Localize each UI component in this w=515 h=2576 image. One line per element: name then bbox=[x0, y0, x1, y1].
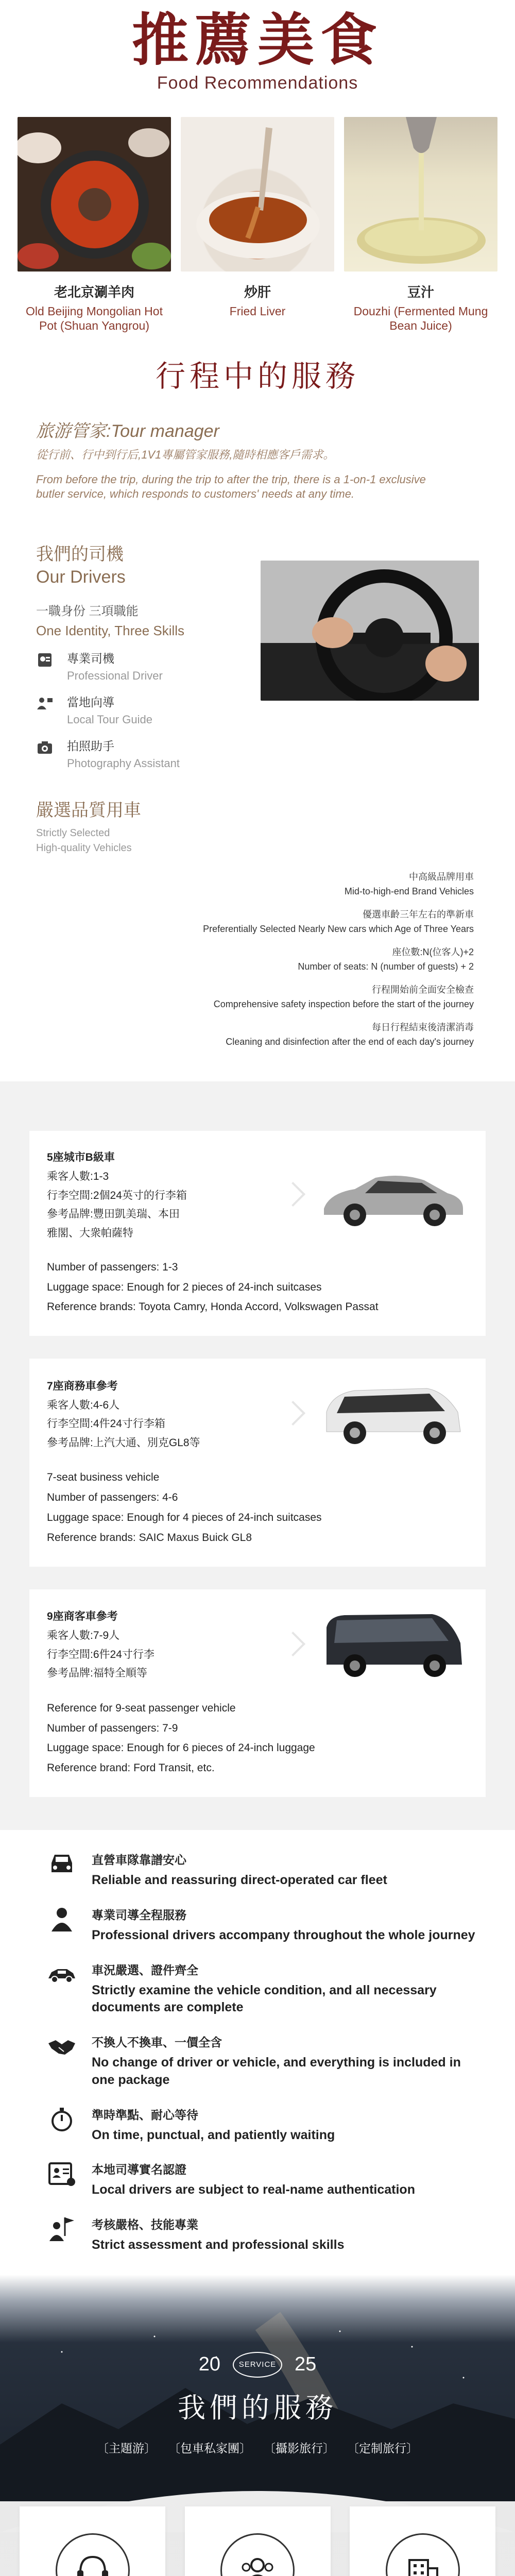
food-name-en: Fried Liver bbox=[229, 304, 286, 318]
food-name-en: Douzhi (Fermented Mung Bean Juice) bbox=[353, 304, 488, 333]
tour-manager-desc-en: From before the trip, during the trip to after the trip, there is a 1-on-1 exclusive butler service, which responds to customers' needs at any time. bbox=[36, 473, 426, 500]
tag-photo-trip[interactable]: 〔攝影旅行〕 bbox=[264, 2441, 335, 2455]
group-icon bbox=[237, 2550, 278, 2576]
feature-en: Strictly examine the vehicle condition, and all necessary documents are complete bbox=[92, 1982, 437, 2015]
feature-en: Local drivers are subject to real-name authentication bbox=[92, 2182, 415, 2197]
drivers-title-cn: 我們的司機 bbox=[36, 545, 124, 564]
food-name-en: Old Beijing Mongolian Hot Pot (Shuan Yangrou) bbox=[26, 304, 163, 333]
premium-vehicles-section bbox=[0, 770, 515, 854]
vehicle-line-en: Reference brands: Toyota Camry, Honda Accord, Volkswagen Passat bbox=[47, 1301, 379, 1313]
standard-en: Preferentially Selected Nearly New cars which Age of Three Years bbox=[203, 924, 474, 934]
car-front-icon bbox=[46, 1851, 77, 1877]
tour-manager-desc-cn: 從行前、行中到行后,1V1專屬管家服務,隨時相應客戶需求。 bbox=[36, 448, 335, 461]
feature-cn: 考核嚴格、技能專業 bbox=[92, 2218, 198, 2232]
food-name-cn: 老北京涮羊肉 bbox=[54, 284, 134, 300]
food-gallery bbox=[0, 93, 515, 334]
stopwatch-icon bbox=[46, 2106, 77, 2132]
standard-cn: 每日行程結束後清潔消毒 bbox=[372, 1022, 474, 1032]
services-tags bbox=[0, 2439, 515, 2456]
standard-item bbox=[0, 982, 474, 1010]
guide-icon bbox=[36, 695, 54, 713]
standard-item bbox=[0, 907, 474, 935]
handshake-icon bbox=[46, 2033, 77, 2060]
standard-cn: 中高級品牌用車 bbox=[409, 872, 474, 882]
service-card[interactable] bbox=[350, 2506, 495, 2576]
drivers-section bbox=[0, 501, 515, 770]
id-card-icon bbox=[46, 2160, 77, 2187]
premium-sub-1: Strictly Selected bbox=[36, 827, 110, 839]
tour-manager-section bbox=[0, 395, 515, 501]
driver-role-cn: 專業司機 bbox=[67, 652, 114, 665]
vehicle-line-en: Reference brand: Ford Transit, etc. bbox=[47, 1762, 215, 1774]
vehicle-line: 乘客人數:4-6人 bbox=[47, 1399, 120, 1411]
vehicle-title: 5座城市B級車 bbox=[47, 1151, 115, 1163]
page-title: 推薦美食 bbox=[132, 7, 383, 73]
page-subtitle: Food Recommendations bbox=[157, 73, 358, 93]
food-item[interactable] bbox=[344, 117, 497, 334]
driver-role-item bbox=[36, 693, 242, 726]
vehicle-line-en: Number of passengers: 7-9 bbox=[47, 1722, 178, 1734]
douzhi-image bbox=[344, 117, 497, 272]
feature-cn: 專業司導全程服務 bbox=[92, 1908, 186, 1922]
feature-cn: 本地司導實名認證 bbox=[92, 2163, 186, 2177]
standard-en: Comprehensive safety inspection before the start of the journey bbox=[213, 999, 474, 1009]
feature-cn: 準時準點、耐心等待 bbox=[92, 2108, 198, 2122]
drivers-skill-en: One Identity, Three Skills bbox=[36, 623, 185, 638]
vehicle-list bbox=[0, 1081, 515, 1830]
feature-item bbox=[46, 2215, 479, 2254]
feature-item bbox=[46, 1851, 479, 1889]
standard-cn: 座位數:N(位客人)+2 bbox=[392, 947, 474, 957]
vehicle-line-en: Reference for 9-seat passenger vehicle bbox=[47, 1702, 236, 1714]
fried-liver-image bbox=[181, 117, 334, 272]
drivers-skill-cn: 一職身份 三項職能 bbox=[36, 604, 139, 618]
food-name-cn: 豆汁 bbox=[407, 284, 434, 300]
feature-cn: 不換人不換車、一價全含 bbox=[92, 2036, 222, 2049]
standard-item bbox=[0, 1020, 474, 1047]
driver-role-en: Professional Driver bbox=[67, 669, 163, 682]
services-header bbox=[0, 2352, 515, 2456]
vehicle-line: 乘客人數:1-3 bbox=[47, 1170, 109, 1182]
vehicle-title: 7座商務車參考 bbox=[47, 1380, 118, 1392]
driver-role-en: Photography Assistant bbox=[67, 757, 180, 770]
mpv-image bbox=[314, 1376, 468, 1453]
standard-item bbox=[0, 945, 474, 972]
feature-item bbox=[46, 1961, 479, 2017]
vehicle-line-en: 7-seat business vehicle bbox=[47, 1471, 160, 1484]
service-card[interactable] bbox=[20, 2506, 165, 2576]
feature-en: Strict assessment and professional skills bbox=[92, 2238, 345, 2252]
feature-item bbox=[46, 2160, 479, 2199]
car-side-icon bbox=[46, 1961, 77, 1988]
vehicle-line-en: Reference brands: SAIC Maxus Buick GL8 bbox=[47, 1531, 252, 1544]
vehicle-card-7-seat[interactable] bbox=[29, 1359, 486, 1566]
year-badge bbox=[0, 2352, 515, 2378]
vehicle-line: 雅閣、大衆帕薩特 bbox=[47, 1227, 133, 1239]
headset-icon bbox=[72, 2550, 113, 2576]
service-card[interactable] bbox=[185, 2506, 331, 2576]
services-grid bbox=[20, 2506, 495, 2576]
vehicle-line-en: Number of passengers: 1-3 bbox=[47, 1261, 178, 1273]
vehicle-line-en: Luggage space: Enough for 2 pieces of 24-inch suitcases bbox=[47, 1281, 322, 1293]
feature-item bbox=[46, 2106, 479, 2144]
vehicle-card-9-seat[interactable] bbox=[29, 1589, 486, 1797]
hotpot-image bbox=[18, 117, 171, 272]
tour-manager-title: 旅游管家:Tour manager bbox=[36, 421, 219, 441]
driver-steering-photo bbox=[261, 561, 479, 701]
service-badge: SERVICE bbox=[233, 2352, 282, 2378]
our-services-section bbox=[0, 2275, 515, 2576]
feature-en: No change of driver or vehicle, and everything is included in one package bbox=[92, 2055, 461, 2087]
driver-icon bbox=[36, 651, 54, 669]
feature-item bbox=[46, 2033, 479, 2089]
vehicle-line: 參考品牌:福特全順等 bbox=[47, 1667, 147, 1680]
driver-role-item bbox=[36, 649, 242, 683]
food-item[interactable] bbox=[18, 117, 171, 334]
year-right: 25 bbox=[295, 2353, 317, 2376]
tag-custom-trip[interactable]: 〔定制旅行〕 bbox=[347, 2441, 418, 2455]
standard-cn: 行程開始前全面安全檢查 bbox=[372, 985, 474, 995]
tag-theme-tour[interactable]: 〔主題游〕 bbox=[97, 2441, 156, 2455]
standard-en: Mid-to-high-end Brand Vehicles bbox=[344, 886, 474, 896]
header bbox=[0, 0, 515, 93]
vehicle-line: 乘客人數:7-9人 bbox=[47, 1629, 120, 1641]
chevron-right-icon bbox=[278, 1180, 309, 1211]
premium-title: 嚴選品質用車 bbox=[36, 801, 141, 820]
driver-role-cn: 當地向導 bbox=[67, 696, 114, 709]
vehicle-line: 行李空間:4件24寸行李箱 bbox=[47, 1418, 165, 1430]
standard-en: Cleaning and disinfection after the end of each day's journey bbox=[226, 1037, 474, 1047]
person-icon bbox=[46, 1906, 77, 1933]
vehicle-line: 參考品牌:上汽大通、別克GL8等 bbox=[47, 1437, 200, 1449]
premium-sub-2: High-quality Vehicles bbox=[36, 842, 132, 854]
chevron-right-icon bbox=[278, 1399, 309, 1430]
feature-cn: 車況嚴選、證件齊全 bbox=[92, 1963, 198, 1977]
driver-role-cn: 拍照助手 bbox=[67, 739, 114, 753]
services-title: 我們的服務 bbox=[178, 2391, 337, 2424]
chevron-right-icon bbox=[278, 1630, 309, 1661]
year-left: 20 bbox=[198, 2353, 220, 2376]
vehicle-line-en: Luggage space: Enough for 6 pieces of 24-inch luggage bbox=[47, 1742, 315, 1754]
camera-icon bbox=[36, 739, 54, 756]
vehicle-standards bbox=[0, 854, 515, 1047]
vehicle-title: 9座商客車參考 bbox=[47, 1611, 118, 1623]
feature-en: Reliable and reassuring direct-operated car fleet bbox=[92, 1873, 387, 1888]
service-heading: 行程中的服務 bbox=[155, 359, 359, 394]
sedan-image bbox=[314, 1157, 468, 1234]
feature-cn: 直營車隊靠譜安心 bbox=[92, 1853, 186, 1867]
vehicle-card-5-seat[interactable] bbox=[29, 1131, 486, 1336]
vehicle-line: 行李空間:6件24寸行李 bbox=[47, 1648, 154, 1660]
standard-en: Number of seats: N (number of guests) + 2 bbox=[298, 961, 474, 972]
driver-role-en: Local Tour Guide bbox=[67, 713, 152, 726]
food-name-cn: 炒肝 bbox=[244, 284, 271, 300]
tag-private-charter[interactable]: 〔包車私家團〕 bbox=[168, 2441, 251, 2455]
feature-en: On time, punctual, and patiently waiting bbox=[92, 2127, 335, 2142]
feature-en: Professional drivers accompany throughout the whole journey bbox=[92, 1927, 475, 1942]
features-list bbox=[0, 1830, 515, 2254]
drivers-title-en: Our Drivers bbox=[36, 567, 126, 587]
feature-item bbox=[46, 1906, 479, 1944]
driver-role-item bbox=[36, 737, 242, 770]
food-item[interactable] bbox=[181, 117, 334, 334]
hotel-icon bbox=[402, 2550, 443, 2576]
van-image bbox=[314, 1607, 468, 1684]
flag-person-icon bbox=[46, 2215, 77, 2242]
vehicle-line: 參考品牌:豐田凱美瑞、本田 bbox=[47, 1208, 180, 1221]
standard-item bbox=[0, 870, 474, 897]
standard-cn: 優選車齡三年左右的準新車 bbox=[363, 909, 474, 920]
vehicle-line-en: Number of passengers: 4-6 bbox=[47, 1492, 178, 1504]
vehicle-line: 行李空間:2個24英寸的行李箱 bbox=[47, 1189, 187, 1201]
vehicle-line-en: Luggage space: Enough for 4 pieces of 24-inch suitcases bbox=[47, 1511, 322, 1523]
